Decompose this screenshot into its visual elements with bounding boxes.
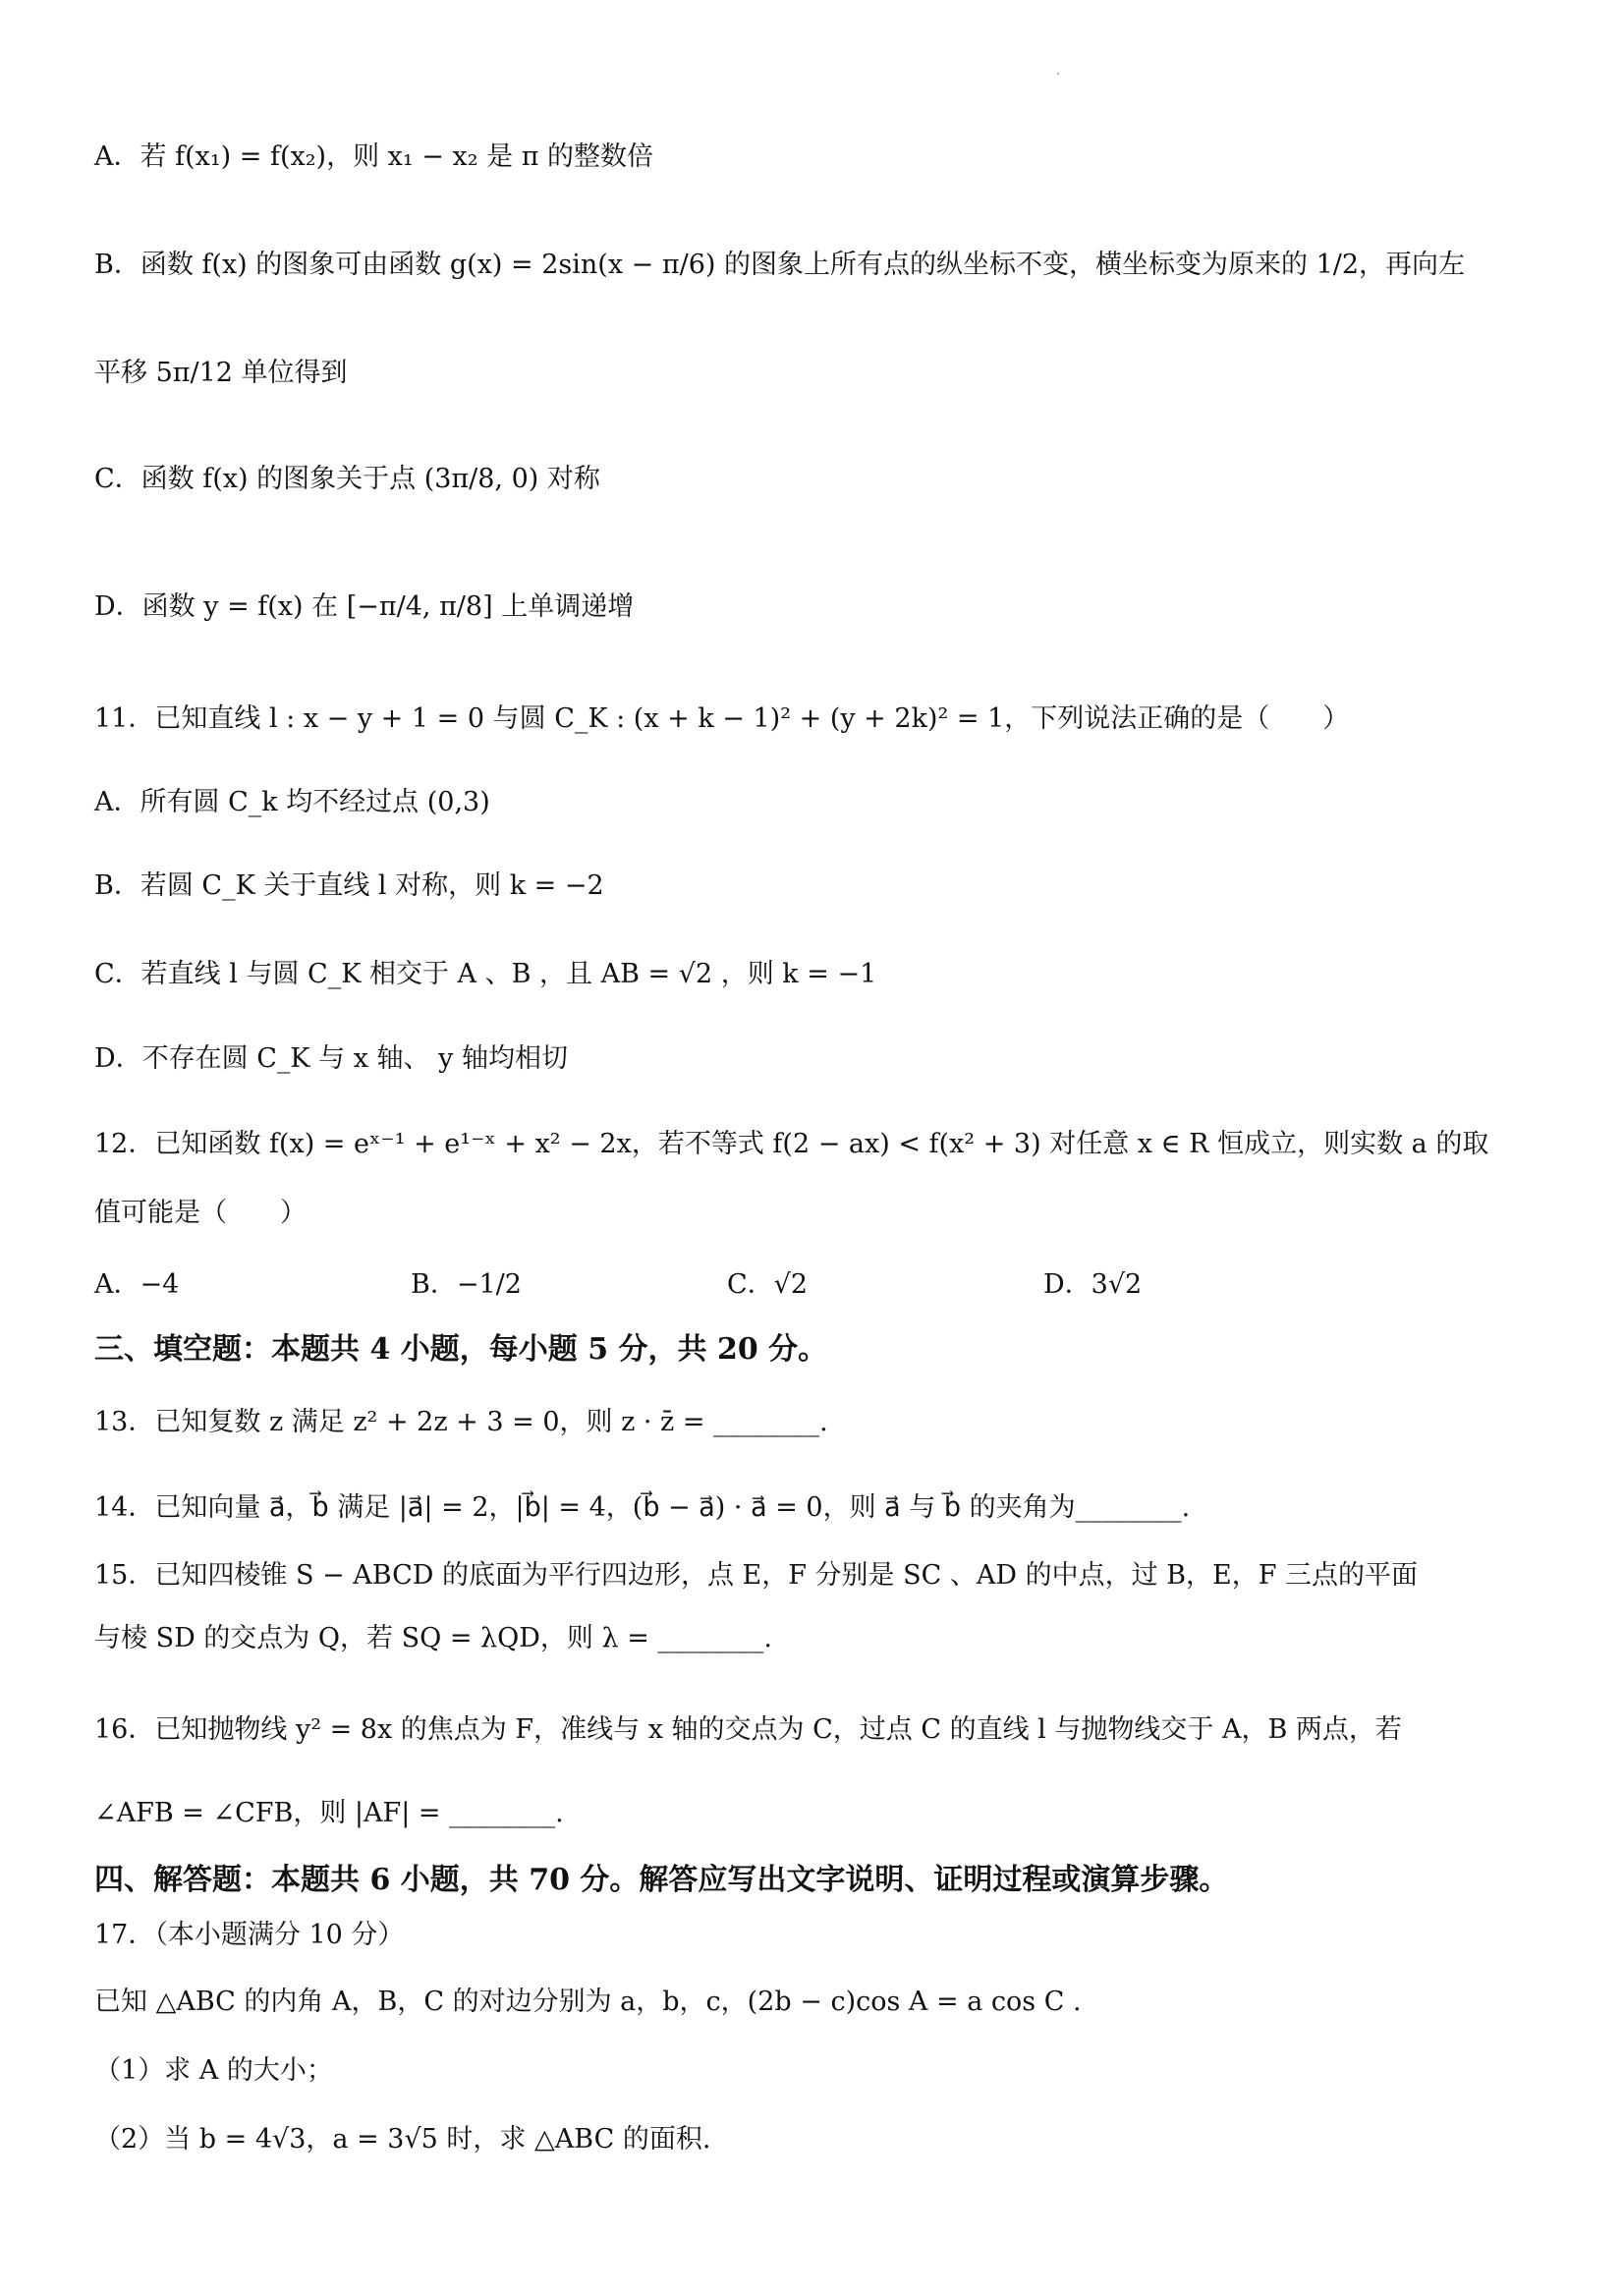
q17-header: 17．（本小题满分 10 分） <box>94 1920 405 1950</box>
q10-option-d: D．函数 y = f(x) 在 [−π/4, π/8] 上单调递增 <box>94 591 635 622</box>
q12-stem-line2: 值可能是（ ） <box>94 1198 307 1228</box>
q17-part1: （1）求 A 的大小； <box>94 2055 333 2086</box>
q11-option-d: D．不存在圆 C_K 与 x 轴、 y 轴均相切 <box>94 1043 568 1074</box>
q12-choices <box>94 1256 1470 1315</box>
q10-option-c: C．函数 f(x) 的图象关于点 (3π/8, 0) 对称 <box>94 464 600 494</box>
q15-line1: 15．已知四棱锥 S − ABCD 的底面为平行四边形，点 E，F 分别是 SC 、AD 的中点，过 B，E，F 三点的平面 <box>94 1560 1419 1591</box>
q12-option-d: D．3√2 <box>1043 1269 1143 1300</box>
q16-line2: ∠AFB = ∠CFB，则 |AF| = ________. <box>94 1798 564 1828</box>
q11-option-a: A．所有圆 C_k 均不经过点 (0,3) <box>94 787 490 817</box>
section-4-heading: 四、解答题：本题共 6 小题，共 70 分。解答应写出文字说明、证明过程或演算步骤。 <box>94 1863 1229 1897</box>
q11-option-c: C．若直线 l 与圆 C_K 相交于 A 、B ，且 AB = √2 ，则 k = −1 <box>94 959 877 989</box>
q14-text: 14．已知向量 a⃗，b⃗ 满足 |a⃗| = 2，|b⃗| = 4，(b⃗ − a⃗) · a⃗ = 0，则 a⃗ 与 b⃗ 的夹角为________. <box>94 1492 1191 1523</box>
q13-text: 13．已知复数 z 满足 z² + 2z + 3 = 0，则 z · z̄ = ________. <box>94 1407 828 1437</box>
q12-option-a: A．−4 <box>94 1269 180 1300</box>
q10-option-a: A．若 f(x₁) = f(x₂)，则 x₁ − x₂ 是 π 的整数倍 <box>94 141 654 172</box>
scan-speck <box>1057 73 1059 75</box>
q12-option-b: B．−1/2 <box>411 1269 522 1300</box>
q17-part2: （2）当 b = 4√3，a = 3√5 时，求 △ABC 的面积. <box>94 2124 711 2155</box>
q10-option-b-line1: B．函数 f(x) 的图象可由函数 g(x) = 2sin(x − π/6) 的图象上所有点的纵坐标不变，横坐标变为原来的 1/2，再向左 <box>94 250 1466 280</box>
q12-option-c: C．√2 <box>727 1269 809 1300</box>
q17-stem: 已知 △ABC 的内角 A，B，C 的对边分别为 a，b，c，(2b − c)cos A = a cos C . <box>94 1987 1082 2017</box>
section-3-heading: 三、填空题：本题共 4 小题，每小题 5 分，共 20 分。 <box>94 1332 828 1367</box>
q11-option-b: B．若圆 C_K 关于直线 l 对称，则 k = −2 <box>94 870 604 901</box>
q16-line1: 16．已知抛物线 y² = 8x 的焦点为 F，准线与 x 轴的交点为 C，过点 C 的直线 l 与抛物线交于 A，B 两点，若 <box>94 1714 1402 1745</box>
q15-line2: 与棱 SD 的交点为 Q，若 SQ = λQD，则 λ = ________. <box>94 1623 772 1653</box>
q11-stem: 11．已知直线 l : x − y + 1 = 0 与圆 C_K : (x + k − 1)² + (y + 2k)² = 1，下列说法正确的是（ ） <box>94 703 1350 734</box>
q10-option-b-line2: 平移 5π/12 单位得到 <box>94 358 348 388</box>
q12-stem-line1: 12．已知函数 f(x) = eˣ⁻¹ + e¹⁻ˣ + x² − 2x，若不等式 f(2 − ax) < f(x² + 3) 对任意 x ∈ R 恒成立，则实数 a 的取 <box>94 1129 1489 1159</box>
